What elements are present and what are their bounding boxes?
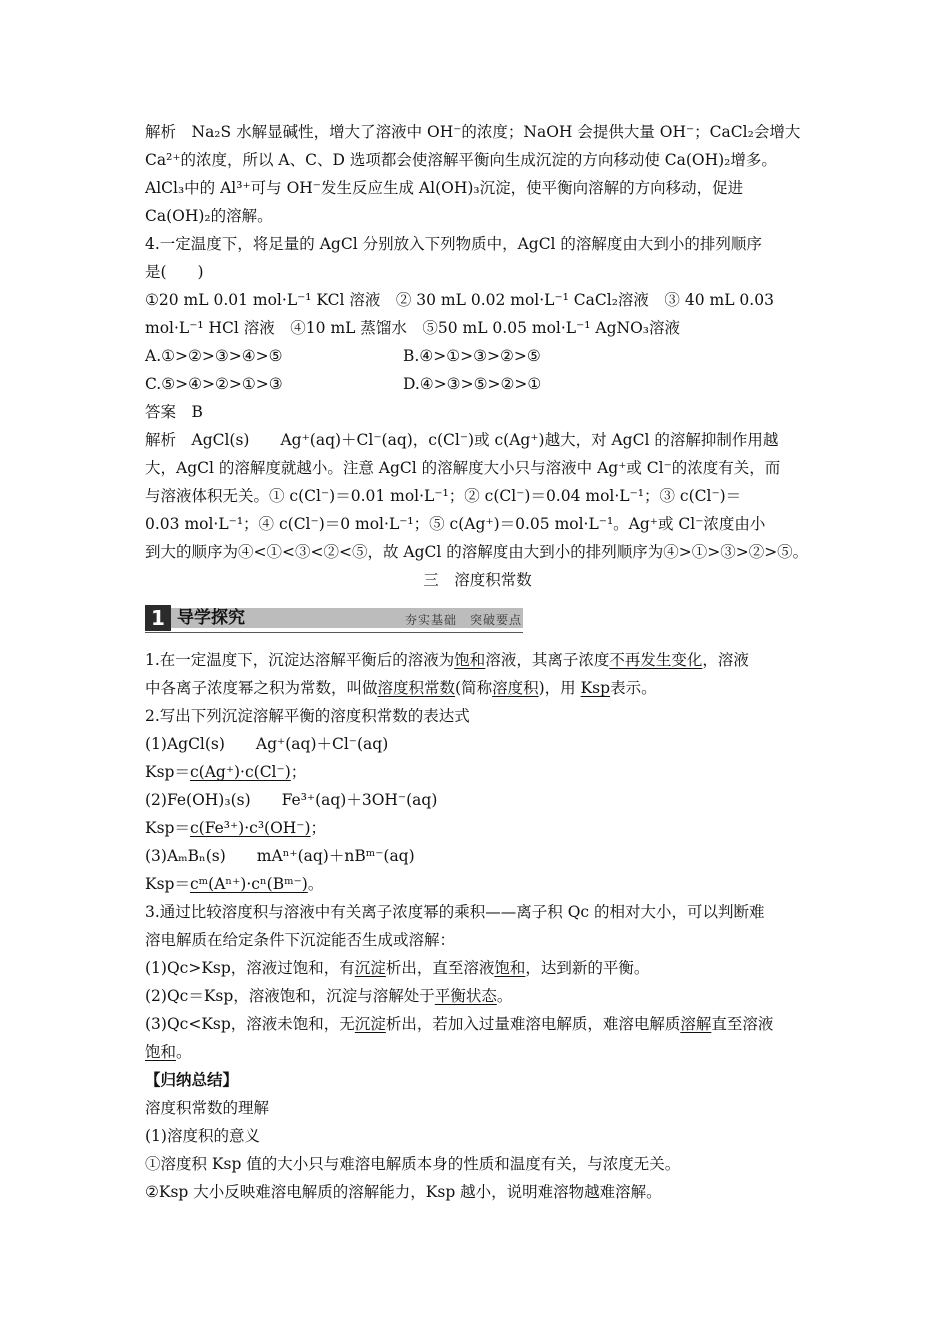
question-4-items: ①20 mL 0.01 mol·L⁻¹ KCl 溶液 ② 30 mL 0.02 mol·L⁻¹ CaCl₂溶液 ③ 40 mL 0.03 (145, 291, 774, 309)
option-c: C.⑤>④>②>①>③ (145, 375, 283, 393)
fill-blank: 饱和 (494, 959, 526, 977)
definition-line (145, 674, 810, 702)
text: 表示。 (610, 679, 657, 697)
ksp-expression (145, 814, 810, 842)
text: 中各离子浓度幂之积为常数，叫做 (145, 679, 378, 697)
analysis-line: 0.03 mol·L⁻¹；④ c(Cl⁻)＝0 mol·L⁻¹；⑤ c(Ag⁺)＝0.05 mol·L⁻¹。Ag⁺或 Cl⁻浓度由小 (145, 515, 766, 533)
summary-line: 溶度积常数的理解 (145, 1099, 270, 1117)
explanation-line: Ca²⁺的浓度，所以 A、C、D 选项都会使溶解平衡向生成沉淀的方向移动使 Ca(OH)₂增多。 (145, 151, 777, 169)
fill-blank: 沉淀 (354, 1015, 386, 1033)
case-line (145, 954, 810, 982)
text: ； (290, 763, 307, 781)
text: 析出，若加入过量难溶电解质，难溶电解质 (385, 1015, 681, 1033)
task-line: 2.写出下列沉淀溶解平衡的溶度积常数的表达式 (145, 707, 470, 725)
fill-blank: 沉淀 (354, 959, 386, 977)
text: Ksp＝ (145, 763, 190, 781)
text: (1)Qc>Ksp，溶液过饱和，有 (145, 959, 355, 977)
explanation-line: 解析 Na₂S 水解显碱性，增大了溶液中 OH⁻的浓度；NaOH 会提供大量 OH⁻；CaCl₂会增大 (145, 123, 801, 141)
analysis-line: 到大的顺序为④<①<③<②<⑤，故 AgCl 的溶解度由大到小的排列顺序为④>①>③>②>⑤。 (145, 543, 809, 561)
banner-number: 1 (145, 605, 171, 631)
definition-line (145, 646, 810, 674)
text: 直至溶液 (711, 1015, 774, 1033)
option-a: A.①>②>③>④>⑤ (145, 347, 283, 365)
text: 。 (496, 987, 513, 1005)
summary-line: ②Ksp 大小反映难溶电解质的溶解能力，Ksp 越小，说明难溶物越难溶解。 (145, 1183, 662, 1201)
equation: (1)AgCl(s) Ag⁺(aq)＋Cl⁻(aq) (145, 735, 389, 753)
document-page (145, 118, 810, 1206)
banner-title: 导学探究 (177, 608, 245, 628)
fill-blank: c(Ag⁺)·c(Cl⁻) (189, 763, 291, 781)
text: 。 (307, 875, 324, 893)
comparison-intro: 3.通过比较溶度积与溶液中有关离子浓度幂的乘积——离子积 Qc 的相对大小，可以判断难 (145, 903, 765, 921)
explanation-line: AlCl₃中的 Al³⁺可与 OH⁻发生反应生成 Al(OH)₃沉淀，使平衡向溶解的方向移动，促进 (145, 179, 744, 197)
fill-blank: 溶解 (680, 1015, 712, 1033)
analysis-line: 与溶液体积无关。① c(Cl⁻)＝0.01 mol·L⁻¹；② c(Cl⁻)＝0.04 mol·L⁻¹；③ c(Cl⁻)＝ (145, 487, 742, 505)
case-line (145, 1010, 810, 1038)
text: Ksp＝ (145, 819, 190, 837)
text: 溶液，其离子浓度 (485, 651, 610, 669)
question-4-stem: 是( ) (145, 263, 204, 281)
options-row (145, 342, 810, 370)
case-line (145, 982, 810, 1010)
text: 析出，直至溶液 (385, 959, 495, 977)
fill-blank: 饱和 (145, 1043, 177, 1061)
case-line (145, 1038, 810, 1066)
summary-line: (1)溶度积的意义 (145, 1127, 260, 1145)
question-4-items: mol·L⁻¹ HCl 溶液 ④10 mL 蒸馏水 ⑤50 mL 0.05 mol·L⁻¹ AgNO₃溶液 (145, 319, 680, 337)
section-title: 三 溶度积常数 (423, 571, 532, 589)
options-row (145, 370, 810, 398)
banner-subtitle: 夯实基础 突破要点 (404, 613, 522, 627)
text: (3)Qc<Ksp，溶液未饱和，无 (145, 1015, 355, 1033)
equation: (3)AₘBₙ(s) mAⁿ⁺(aq)＋nBᵐ⁻(aq) (145, 847, 415, 865)
section-banner (145, 602, 810, 636)
text: 。 (176, 1043, 192, 1061)
text: ； (310, 819, 327, 837)
fill-blank: cᵐ(Aⁿ⁺)·cⁿ(Bᵐ⁻) (189, 875, 308, 893)
summary-heading: 【归纳总结】 (145, 1070, 239, 1089)
option-b: B.④>①>③>②>⑤ (403, 347, 541, 365)
fill-blank: 平衡状态 (434, 987, 497, 1005)
analysis-line: 解析 AgCl(s) Ag⁺(aq)＋Cl⁻(aq)，c(Cl⁻)或 c(Ag⁺)越大，对 AgCl 的溶解抑制作用越 (145, 431, 779, 449)
fill-blank: 不再发生变化 (609, 651, 703, 669)
text: (2)Qc＝Ksp，溶液饱和，沉淀与溶解处于 (145, 987, 435, 1005)
explanation-line: Ca(OH)₂的溶解。 (145, 207, 273, 225)
question-4-stem: 4.一定温度下，将足量的 AgCl 分别放入下列物质中，AgCl 的溶解度由大到小的排列顺序 (145, 235, 762, 253)
text: )，用 (538, 679, 581, 697)
fill-blank: Ksp (580, 679, 611, 697)
fill-blank: 饱和 (454, 651, 486, 669)
summary-line: ①溶度积 Ksp 值的大小只与难溶电解质本身的性质和温度有关，与浓度无关。 (145, 1155, 681, 1173)
analysis-line: 大，AgCl 的溶解度就越小。注意 AgCl 的溶解度大小只与溶液中 Ag⁺或 Cl⁻的浓度有关，而 (145, 459, 781, 477)
option-d: D.④>③>⑤>②>① (403, 375, 542, 393)
answer-line: 答案 B (145, 403, 203, 421)
comparison-intro: 溶电解质在给定条件下沉淀能否生成或溶解： (145, 931, 456, 949)
fill-blank: c(Fe³⁺)·c³(OH⁻) (189, 819, 311, 837)
ksp-expression (145, 758, 810, 786)
equation: (2)Fe(OH)₃(s) Fe³⁺(aq)＋3OH⁻(aq) (145, 791, 438, 809)
text: (简称 (455, 679, 493, 697)
text: 1.在一定温度下，沉淀达溶解平衡后的溶液为 (145, 651, 455, 669)
text: Ksp＝ (145, 875, 190, 893)
banner-divider (145, 632, 523, 633)
ksp-expression (145, 870, 810, 898)
fill-blank: 溶度积常数 (377, 679, 456, 697)
text: ，达到新的平衡。 (525, 959, 650, 977)
fill-blank: 溶度积 (492, 679, 539, 697)
text: ，溶液 (702, 651, 749, 669)
